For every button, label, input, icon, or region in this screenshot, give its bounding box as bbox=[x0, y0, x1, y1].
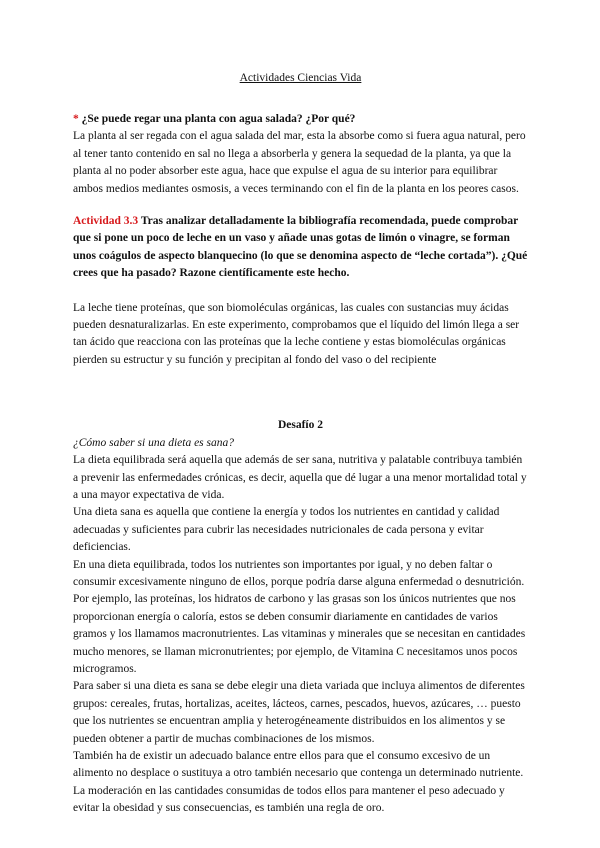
desafio-paragraph: También ha de existir un adecuado balance entre ellos para que el consumo excesivo de un alimento no desplace o sustituya a otro también necesario que contenga un determinado nutriente. La moderación en las cantidades consumidas de todos ellos para mantener el peso adecuado y evitar la obesidad y sus consecuencias, es también una regla de oro. bbox=[73, 750, 524, 815]
activity-label: Actividad 3.3 bbox=[73, 215, 139, 228]
answer-1: La planta al ser regada con el agua salada del mar, esta la absorbe como si fuera agua natural, pero al tener tanto contenido en sal no llega a absorberla y genera la sequedad de la planta, ya que la planta al no poder absorber este agua, hace que expulse el agua de su interior para equilibrar ambos medios mediantes osmosis, a veces terminando con el fin de la planta en los peores casos. bbox=[73, 130, 526, 195]
question-1-text: ¿Se puede regar una planta con agua salada? ¿Por qué? bbox=[81, 113, 356, 125]
desafio-paragraph: Una dieta sana es aquella que contiene la energía y todos los nutrientes en cantidad y calidad adecuadas y suficientes para cubrir las necesidades nutricionales de cada persona y evitar deficiencias. bbox=[73, 506, 500, 554]
desafio-heading: Desafío 2 bbox=[277, 419, 324, 432]
desafio-paragraph: Para saber si una dieta es sana se debe elegir una dieta variada que incluya alimentos de diferentes grupos: cereales, frutas, hortalizas, aceites, lácteos, carnes, pescados, huevos, azúcares, … puesto que los nutrientes se encuentran amplia y heterogéneamente distribuidos en los alimentos y se pueden obtener a partir de muchas combinaciones de los mismos. bbox=[73, 680, 525, 745]
desafio-question: ¿Cómo saber si una dieta es sana? bbox=[73, 436, 234, 449]
page-title: Actividades Ciencias Vida bbox=[239, 72, 362, 84]
question-1-marker: * bbox=[73, 113, 79, 125]
question-2-text: Tras analizar detalladamente la bibliografía recomendada, puede comprobar que si pone un poco de leche en un vaso y añade unas gotas de limón o vinagre, se forman unos coágulos de aspecto blanquecino (lo que se denomina aspecto de “leche cortada”). ¿Qué crees que ha pasado? Razone científicamente este hecho. bbox=[73, 215, 528, 280]
question-2 bbox=[73, 213, 528, 283]
document-page bbox=[73, 72, 528, 818]
desafio-paragraph: En una dieta equilibrada, todos los nutrientes son importantes por igual, y no deben faltar o consumir excesivamente ninguno de ellos, porque podría darse alguna enfermedad o desnutrición. Por ejemplo, las proteínas, los hidratos de carbono y las grasas son los únicos nutrientes que nos proporcionan energía o caloría, estos se deben consumir diariamente en cantidades de varios gramos y los llamamos macronutrientes. Las vitaminas y minerales que se necesitan en cantidades mucho menores, se llaman micronutrientes; por ejemplo, de Vitamina C necesitamos unos pocos microgramos. bbox=[73, 558, 526, 675]
answer-2: La leche tiene proteínas, que son biomoléculas orgánicas, las cuales con sustancias muy ácidas pueden desnaturalizarlas. En este experimento, comprobamos que el líquido del limón llega a ser tan ácido que reacciona con las proteínas que la leche contiene y estas biomoléculas orgánicas pierden su estructur y su función y precipitan al fondo del vaso o del recipiente bbox=[73, 301, 520, 366]
question-1 bbox=[73, 111, 528, 128]
desafio-paragraph: La dieta equilibrada será aquella que además de ser sana, nutritiva y palatable contribuya también a prevenir las enfermedades crónicas, es decir, aquella que dé lugar a una menor mortalidad total y a una mayor expectativa de vida. bbox=[73, 454, 527, 501]
